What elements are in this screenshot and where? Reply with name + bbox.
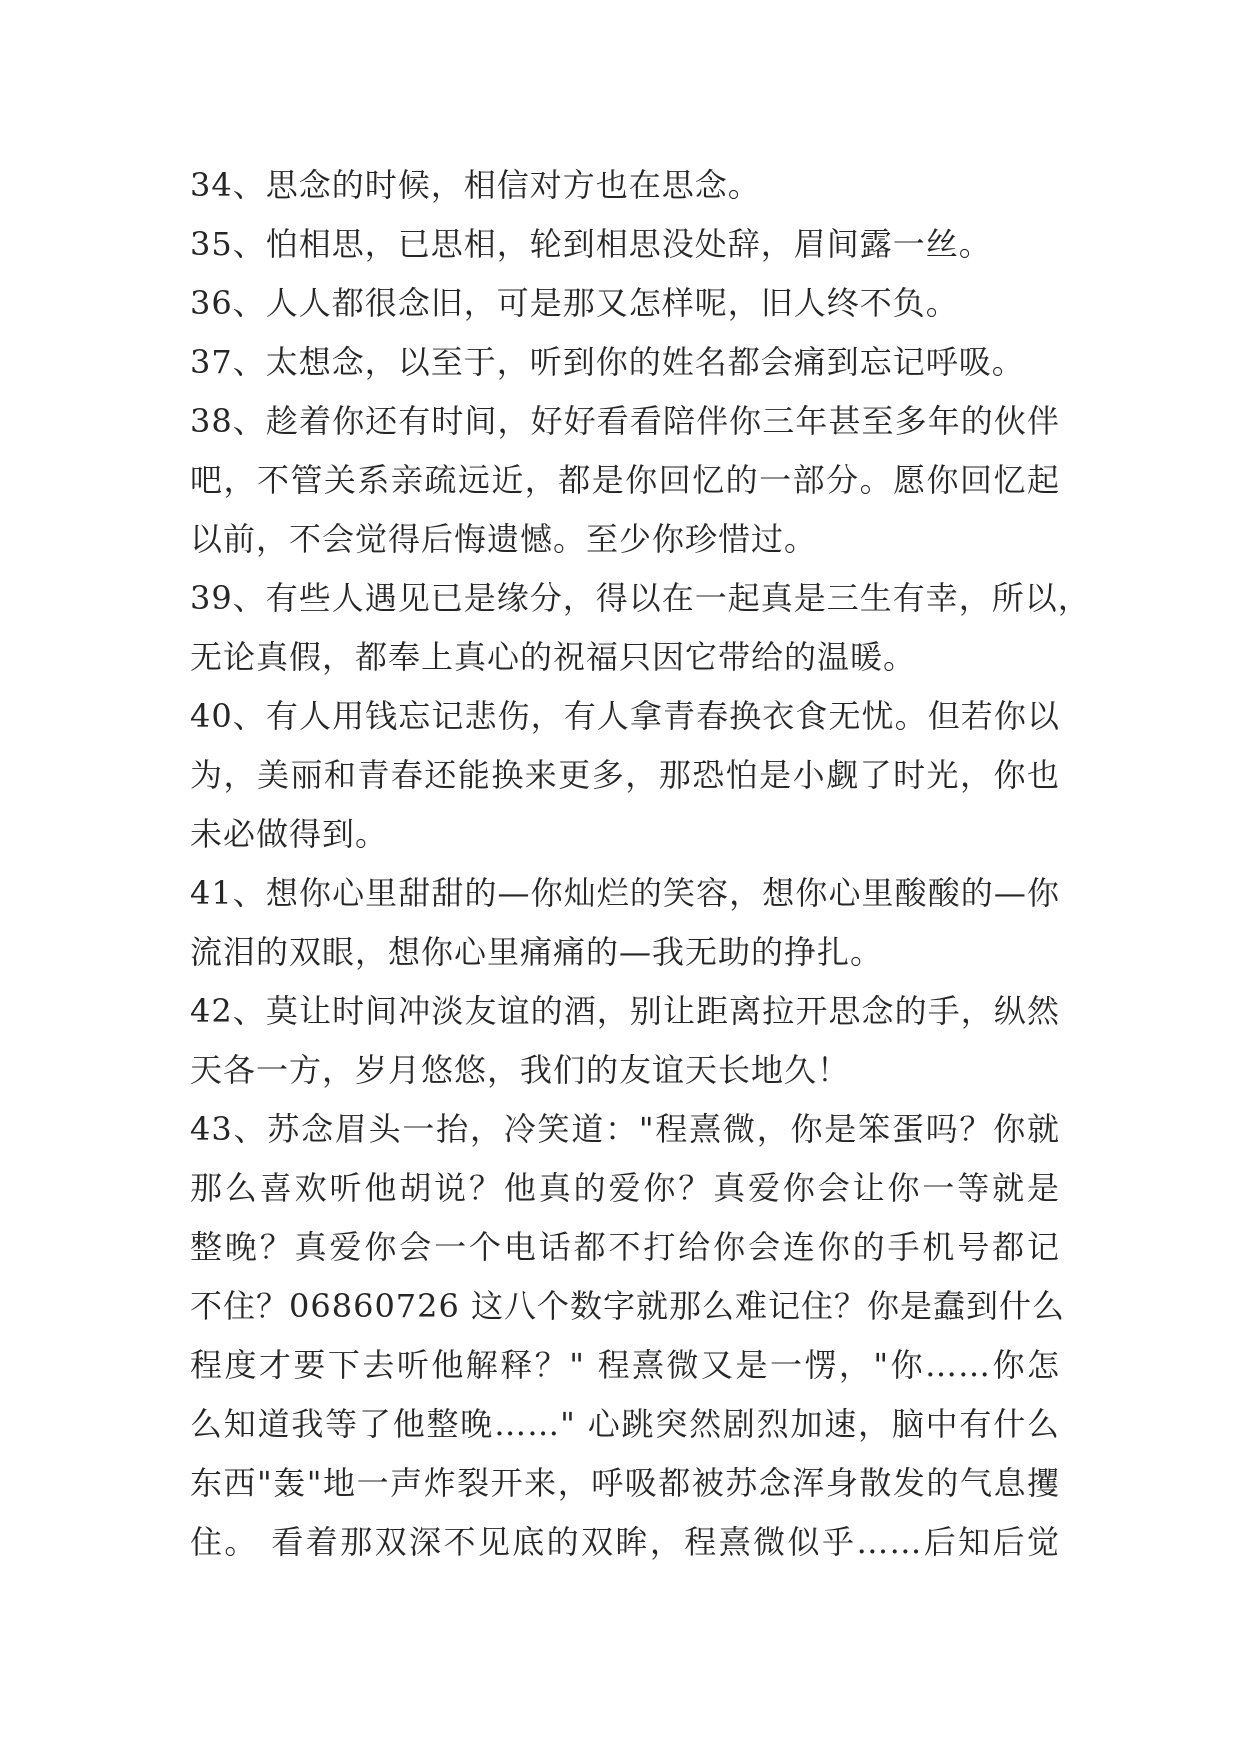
- text-line: 住。 看着那双深不见底的双眸，程熹微似乎……后知后觉: [190, 1523, 1060, 1561]
- text-line: 整晚？真爱你会一个电话都不打给你会连你的手机号都记: [190, 1228, 1060, 1266]
- text-line: 42、莫让时间冲淡友谊的酒，别让距离拉开思念的手，纵然: [190, 992, 1060, 1030]
- text-line: 不住？06860726 这八个数字就那么难记住？你是蠢到什么: [190, 1287, 1066, 1325]
- text-line: 34、思念的时候，相信对方也在思念。: [190, 166, 761, 204]
- text-line: 东西"轰"地一声炸裂开来，呼吸都被苏念浑身散发的气息攫: [190, 1464, 1060, 1502]
- text-line: 吧，不管关系亲疏远近，都是你回忆的一部分。愿你回忆起: [190, 461, 1060, 499]
- text-line: 那么喜欢听他胡说？他真的爱你？真爱你会让你一等就是: [190, 1169, 1060, 1207]
- text-line: 未必做得到。: [190, 815, 389, 853]
- text-line: 流泪的双眼，想你心里痛痛的—我无助的挣扎。: [190, 933, 884, 971]
- text-line: 么知道我等了他整晚……" 心跳突然剧烈加速，脑中有什么: [190, 1405, 1060, 1443]
- text-line: 35、怕相思，已思相，轮到相思没处辞，眉间露一丝。: [190, 225, 992, 263]
- text-line: 为，美丽和青春还能换来更多，那恐怕是小觑了时光，你也: [190, 756, 1060, 794]
- text-line: 无论真假，都奉上真心的祝福只因它带给的温暖。: [190, 638, 917, 676]
- text-line: 程度才要下去听他解释？" 程熹微又是一愣，"你……你怎: [190, 1346, 1060, 1384]
- text-line: 41、想你心里甜甜的—你灿烂的笑容，想你心里酸酸的—你: [190, 874, 1060, 912]
- document-body: [190, 156, 1091, 1572]
- text-line: 以前，不会觉得后悔遗憾。至少你珍惜过。: [190, 520, 818, 558]
- text-line: 39、有些人遇见已是缘分，得以在一起真是三生有幸，所以，: [190, 579, 1091, 617]
- text-line: 天各一方，岁月悠悠，我们的友谊天长地久！: [190, 1051, 851, 1089]
- text-line: 37、太想念，以至于，听到你的姓名都会痛到忘记呼吸。: [190, 343, 1025, 381]
- text-line: 36、人人都很念旧，可是那又怎样呢，旧人终不负。: [190, 284, 959, 322]
- text-line: 38、趁着你还有时间，好好看看陪伴你三年甚至多年的伙伴: [190, 402, 1060, 440]
- text-line: 43、苏念眉头一抬，冷笑道："程熹微，你是笨蛋吗？你就: [190, 1110, 1060, 1148]
- text-line: 40、有人用钱忘记悲伤，有人拿青春换衣食无忧。但若你以: [190, 697, 1060, 735]
